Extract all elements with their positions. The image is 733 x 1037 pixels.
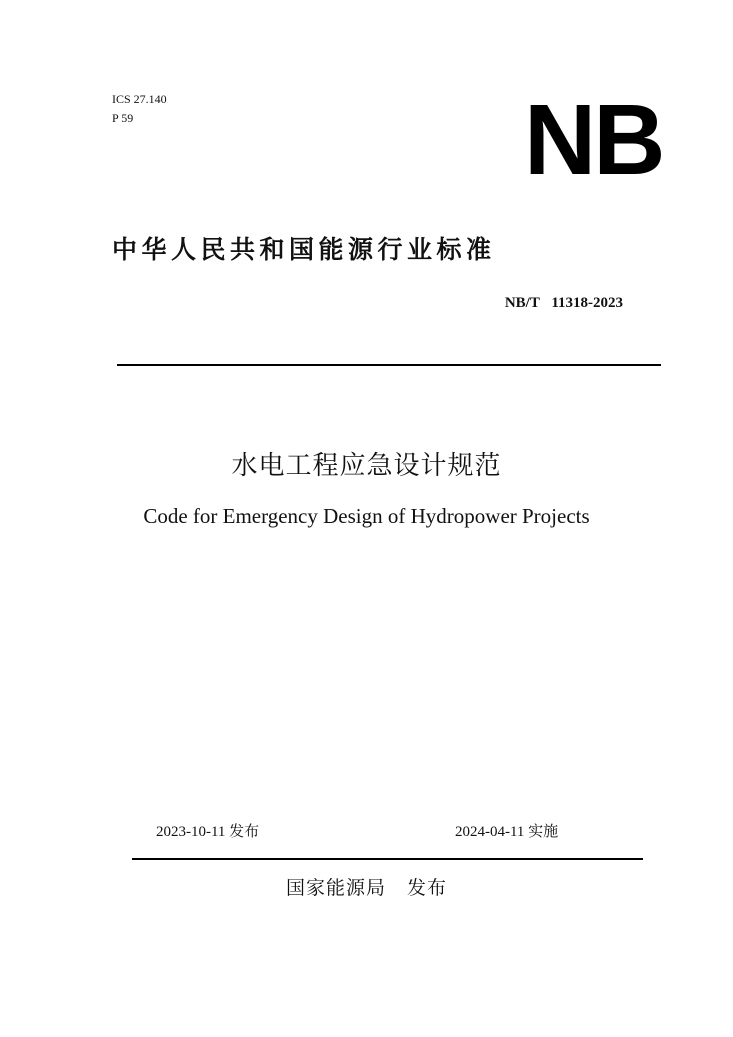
ics-code: ICS 27.140 xyxy=(112,92,167,106)
classification-code: P 59 xyxy=(112,111,134,125)
standard-category: 中华人民共和国能源行业标准 xyxy=(112,235,496,264)
bottom-divider xyxy=(132,858,643,860)
document-title-english: Code for Emergency Design of Hydropower Projects xyxy=(143,504,590,528)
effective-date: 2024-04-11 实施 xyxy=(455,824,559,840)
document-title-chinese: 水电工程应急设计规范 xyxy=(231,451,502,481)
top-divider xyxy=(117,364,661,366)
issue-date: 2023-10-11 发布 xyxy=(156,824,260,840)
publisher: 国家能源局 发布 xyxy=(285,877,448,899)
nb-logo: NB xyxy=(524,84,663,196)
standard-number: NB/T 11318-2023 xyxy=(504,295,623,311)
